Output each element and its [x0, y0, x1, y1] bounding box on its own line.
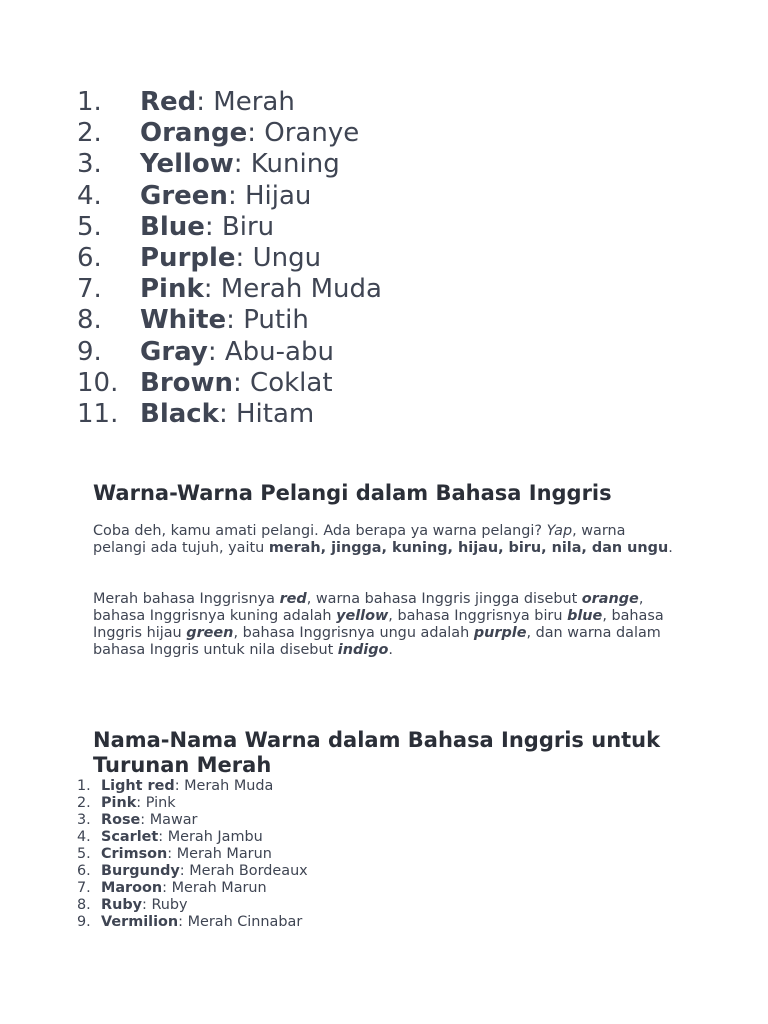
list-number: 7.	[77, 880, 91, 896]
list-item	[77, 305, 382, 336]
list-item	[77, 846, 308, 863]
paragraph-text: .	[668, 540, 673, 556]
list-item	[77, 812, 308, 829]
list-number: 11.	[77, 398, 119, 429]
list-number: 10.	[77, 367, 119, 398]
list-item	[77, 880, 308, 897]
rainbow-intro-paragraph	[93, 523, 678, 557]
english-color-name: Black	[140, 398, 219, 429]
english-color-name: Orange	[140, 118, 248, 149]
list-item	[77, 181, 382, 212]
list-number: 2.	[77, 795, 91, 811]
english-shade-name: Ruby	[101, 897, 143, 913]
english-color-name: Red	[140, 87, 197, 117]
list-item	[77, 897, 308, 914]
indonesian-color-name: : Oranye	[247, 118, 360, 149]
list-item	[77, 863, 308, 880]
paragraph-text: , dan warna dalam bahasa Inggris untuk nila disebut	[93, 625, 661, 658]
term-orange: orange	[581, 591, 639, 607]
list-text	[140, 181, 311, 212]
indonesian-shade-name: : Merah Cinnabar	[178, 914, 303, 930]
color-names-list	[77, 87, 382, 430]
list-number: 6.	[77, 242, 102, 273]
list-number: 5.	[77, 846, 91, 862]
list-text	[140, 243, 321, 274]
indonesian-color-name: : Ungu	[235, 242, 322, 273]
indonesian-color-name: : Hijau	[227, 180, 312, 211]
english-shade-name: Pink	[101, 795, 137, 811]
list-item	[77, 914, 308, 931]
red-shades-section-heading: Nama-Nama Warna dalam Bahasa Inggris untuk Turunan Merah	[93, 728, 661, 777]
term-red: red	[279, 591, 307, 607]
english-color-name: Pink	[140, 274, 204, 305]
list-text	[140, 305, 309, 336]
paragraph-text: , bahasa Inggrisnya ungu adalah	[233, 625, 474, 641]
paragraph-text: , warna bahasa Inggris jingga disebut	[306, 591, 582, 607]
rainbow-section-heading: Warna-Warna Pelangi dalam Bahasa Inggris	[93, 481, 612, 505]
english-shade-name: Maroon	[101, 880, 163, 896]
indonesian-color-name: : Merah Muda	[203, 274, 382, 305]
list-number: 9.	[77, 336, 102, 367]
emphasis-text: Yap	[546, 523, 573, 539]
list-text	[101, 795, 176, 812]
indonesian-color-name: : Merah	[196, 87, 295, 117]
english-shade-name: Crimson	[101, 846, 168, 862]
paragraph-text: .	[388, 642, 393, 658]
paragraph-text: , bahasa Inggrisnya biru	[388, 608, 568, 624]
red-shades-list	[77, 778, 308, 931]
list-item	[77, 337, 382, 368]
paragraph-text: , bahasa Inggrisnya kuning adalah	[93, 591, 644, 624]
list-number: 8.	[77, 897, 91, 913]
list-text	[101, 914, 302, 931]
english-color-name: Brown	[140, 367, 234, 398]
list-text	[101, 880, 267, 897]
list-number: 6.	[77, 863, 91, 879]
list-number: 8.	[77, 305, 102, 336]
english-color-name: Blue	[140, 211, 205, 242]
list-text	[140, 118, 359, 149]
list-text	[101, 863, 308, 880]
list-text	[101, 778, 273, 795]
english-color-name: Green	[140, 180, 228, 211]
indonesian-color-name: : Hitam	[218, 398, 315, 429]
list-text	[140, 274, 382, 305]
english-color-name: Purple	[140, 242, 236, 273]
list-item	[77, 149, 382, 180]
list-item	[77, 212, 382, 243]
list-number: 3.	[77, 812, 91, 828]
list-text	[140, 87, 295, 118]
list-text	[101, 829, 263, 846]
list-text	[140, 337, 334, 368]
term-blue: blue	[567, 608, 603, 624]
indonesian-shade-name: : Merah Jambu	[158, 829, 263, 845]
list-number: 5.	[77, 211, 102, 242]
english-shade-name: Scarlet	[101, 829, 159, 845]
list-number: 1.	[77, 778, 91, 794]
english-color-name: White	[140, 305, 227, 336]
term-indigo: indigo	[337, 642, 389, 658]
indonesian-shade-name: : Merah Bordeaux	[179, 863, 308, 879]
indonesian-color-name: : Putih	[226, 305, 309, 336]
english-shade-name: Light red	[101, 778, 175, 794]
paragraph-text: Merah bahasa Inggrisnya	[93, 591, 280, 607]
paragraph-text: , warna pelangi ada tujuh, yaitu	[93, 523, 626, 556]
list-text	[101, 812, 197, 829]
list-item	[77, 118, 382, 149]
paragraph-text: Coba deh, kamu amati pelangi. Ada berapa ya warna pelangi?	[93, 523, 547, 539]
list-item	[77, 368, 382, 399]
indonesian-color-name: : Kuning	[233, 149, 340, 180]
list-item	[77, 87, 382, 118]
term-purple: purple	[473, 625, 527, 641]
list-number: 3.	[77, 149, 102, 180]
indonesian-color-name: : Abu-abu	[207, 336, 334, 367]
english-shade-name: Burgundy	[101, 863, 180, 879]
list-number: 2.	[77, 118, 102, 149]
indonesian-shade-name: : Merah Marun	[167, 846, 272, 862]
indonesian-shade-name: : Pink	[136, 795, 176, 811]
list-number: 4.	[77, 829, 91, 845]
indonesian-shade-name: : Merah Muda	[174, 778, 274, 794]
indonesian-color-name: : Biru	[204, 211, 275, 242]
list-item	[77, 399, 382, 430]
english-shade-name: Vermilion	[101, 914, 179, 930]
list-text	[140, 399, 314, 430]
list-item	[77, 795, 308, 812]
rainbow-translation-paragraph	[93, 591, 678, 659]
indonesian-color-name: : Coklat	[233, 367, 333, 398]
list-item	[77, 274, 382, 305]
list-item	[77, 243, 382, 274]
english-color-name: Yellow	[140, 149, 234, 180]
list-text	[140, 368, 333, 399]
list-item	[77, 778, 308, 795]
list-number: 7.	[77, 274, 102, 305]
paragraph-text: , bahasa Inggris hijau	[93, 608, 664, 641]
english-color-name: Gray	[140, 336, 208, 367]
term-green: green	[186, 625, 234, 641]
term-yellow: yellow	[336, 608, 389, 624]
indonesian-shade-name: : Mawar	[140, 812, 198, 828]
list-text	[140, 149, 340, 180]
rainbow-colors-bold: merah, jingga, kuning, hijau, biru, nila, dan ungu	[268, 540, 669, 556]
list-text	[101, 846, 272, 863]
list-number: 9.	[77, 914, 91, 930]
list-item	[77, 829, 308, 846]
indonesian-shade-name: : Ruby	[142, 897, 188, 913]
english-shade-name: Rose	[101, 812, 141, 828]
list-text	[140, 212, 274, 243]
list-number: 4.	[77, 180, 102, 211]
list-text	[101, 897, 188, 914]
list-number: 1.	[77, 87, 102, 117]
indonesian-shade-name: : Merah Marun	[162, 880, 267, 896]
